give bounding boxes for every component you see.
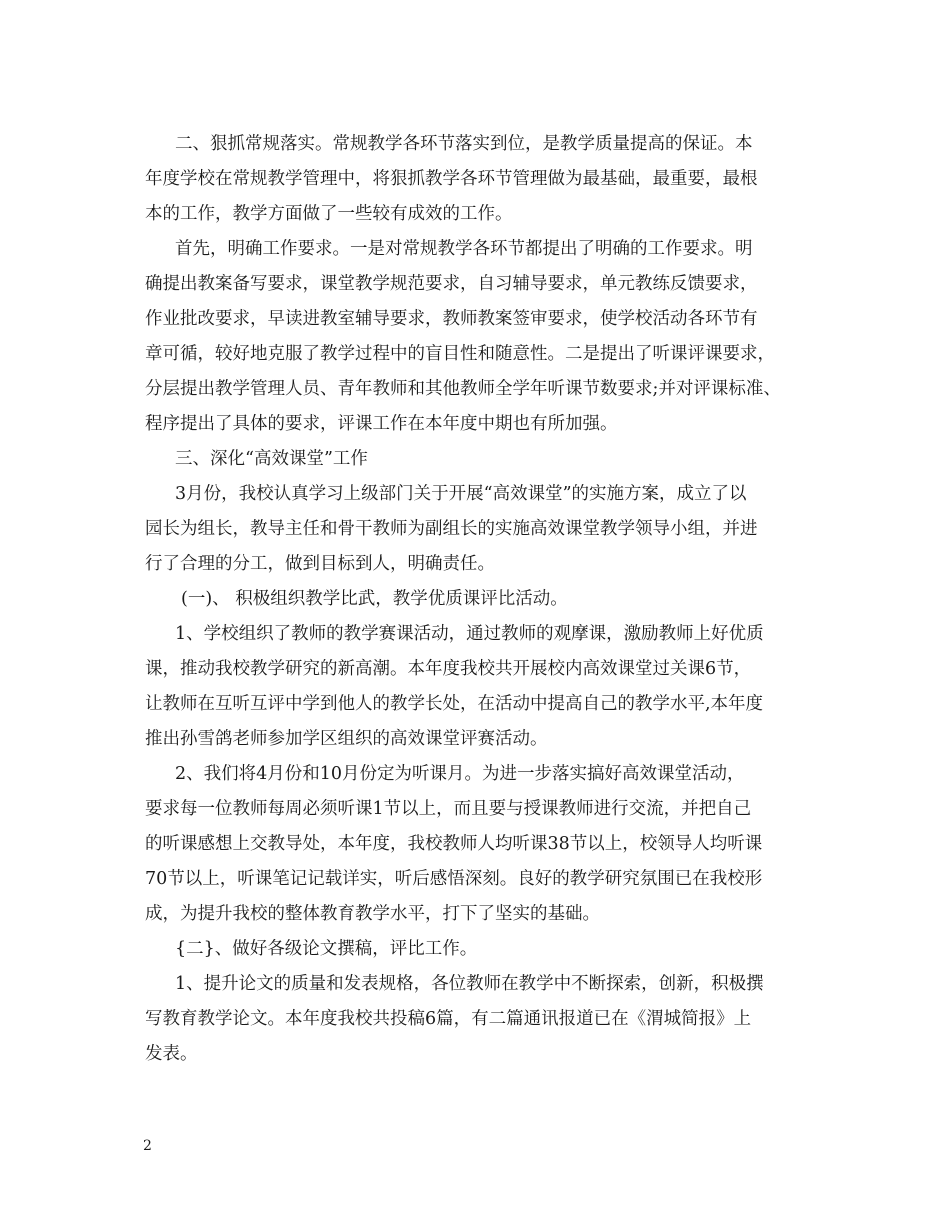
paragraph-line: 二、狠抓常规落实。常规教学各环节落实到位，是教学质量提高的保证。本 [175,134,753,154]
subsection-heading: {二}、做好各级论文撰稿，评比工作。 [175,939,478,959]
paragraph-line: 70节以上，听课笔记记载详实，听后感悟深刻。良好的教学研究氛围已在我校形 [145,869,763,889]
paragraph-line: 分层提出教学管理人员、青年教师和其他教师全学年听课节数要求;并对评课标准、 [145,379,781,399]
paragraph-line: 成，为提升我校的整体教育教学水平，打下了坚实的基础。 [145,904,600,924]
paragraph-line: 2、我们将4月份和10月份定为听课月。为进一步落实搞好高效课堂活动， [175,764,745,784]
paragraph-line: 首先，明确工作要求。一是对常规教学各环节都提出了明确的工作要求。明 [175,239,753,259]
paragraph-line: 写教育教学论文。本年度我校共投稿6篇，有二篇通讯报道已在《渭城简报》上 [145,1009,752,1029]
paragraph-line: 年度学校在常规教学管理中，将狠抓教学各环节管理做为最基础，最重要，最根 [145,169,758,189]
paragraph-line: 作业批改要求，早读进教室辅导要求，教师教案签审要求，使学校活动各环节有 [145,309,758,329]
section-heading: 三、深化“高效课堂”工作 [175,449,368,469]
paragraph-line: 1、学校组织了教师的教学赛课活动，通过教师的观摩课，激励教师上好优质 [175,624,764,644]
paragraph-line: 发表。 [145,1044,198,1064]
page-number: 2 [143,1138,152,1154]
paragraph-line: 的听课感想上交教导处，本年度，我校教师人均听课38节以上，校领导人均听课 [145,834,763,854]
paragraph-line: 推出孙雪鸽老师参加学区组织的高效课堂评赛活动。 [145,729,548,749]
paragraph-line: 园长为组长，教导主任和骨干教师为副组长的实施高效课堂教学领导小组，并进 [145,519,758,539]
paragraph-line: 让教师在互听互评中学到他人的教学长处，在活动中提高自己的教学水平,本年度 [145,694,764,714]
paragraph-line: 章可循，较好地克服了教学过程中的盲目性和随意性。二是提出了听课评课要求， [145,344,775,364]
subsection-heading: (一)、 积极组织教学比武，教学优质课评比活动。 [181,589,568,609]
document-body [145,127,820,1072]
paragraph-line: 行了合理的分工，做到目标到人，明确责任。 [145,554,495,574]
paragraph-line: 要求每一位教师每周必须听课1节以上，而且要与授课教师进行交流，并把自己 [145,799,752,819]
paragraph-line: 课，推动我校教学研究的新高潮。本年度我校共开展校内高效课堂过关课6节， [145,659,752,679]
paragraph-line: 3月份，我校认真学习上级部门关于开展“高效课堂”的实施方案，成立了以 [175,484,747,504]
paragraph-line: 确提出教案备写要求，课堂教学规范要求，自习辅导要求，单元教练反馈要求， [145,274,758,294]
paragraph-line: 本的工作，教学方面做了一些较有成效的工作。 [145,204,513,224]
paragraph-line: 1、提升论文的质量和发表规格，各位教师在教学中不断探索，创新，积极撰 [175,974,764,994]
paragraph-line: 程序提出了具体的要求，评课工作在本年度中期也有所加强。 [145,414,618,434]
